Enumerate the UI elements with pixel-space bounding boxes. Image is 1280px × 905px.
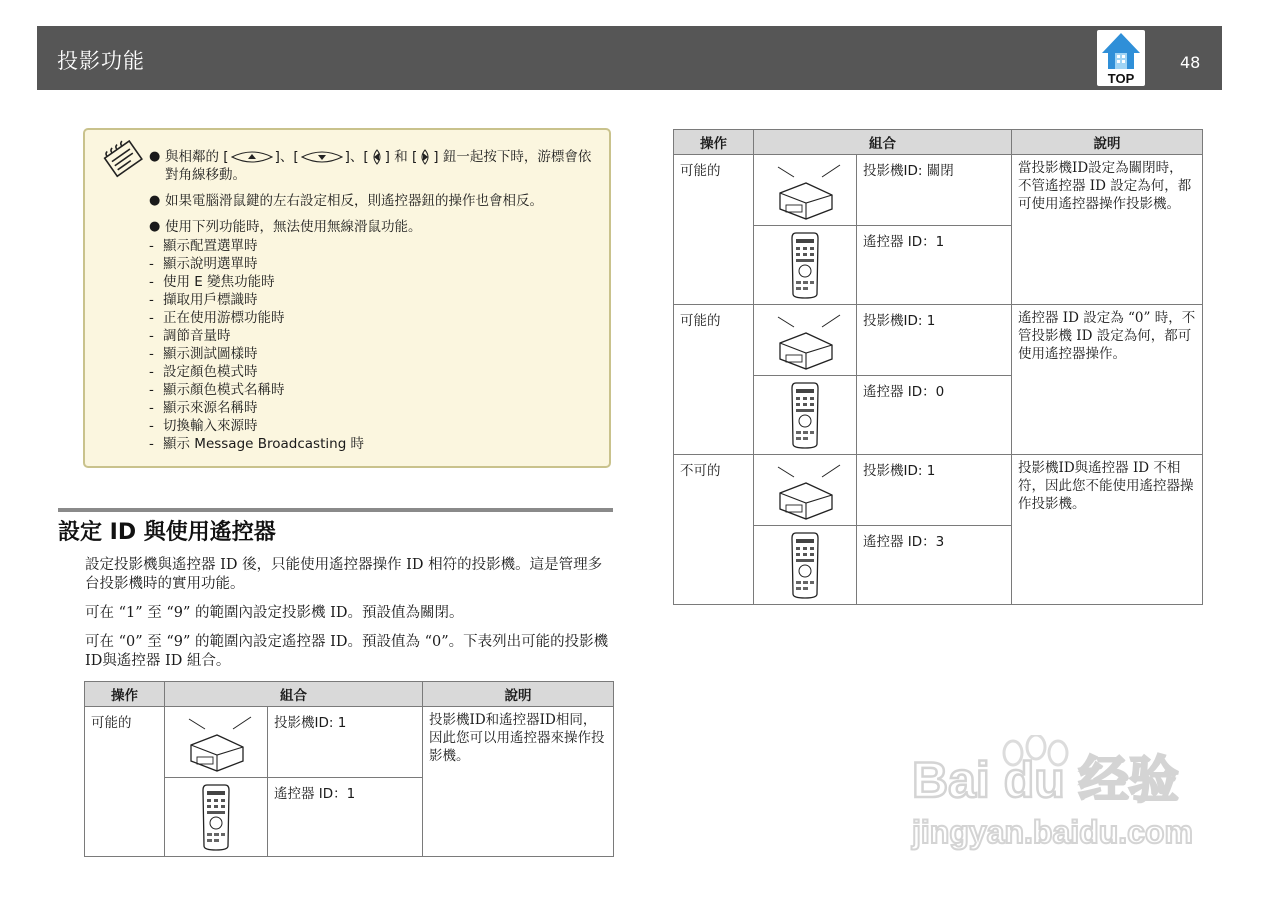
projector-id-cell: 投影機ID: 1 [857,455,1012,526]
remote-control-icon [785,380,825,450]
table-header-row [85,682,614,707]
remote-image [165,778,268,857]
sub-list-item: - 使用 E 變焦功能時 [149,274,275,290]
description-cell: 投影機ID與遙控器 ID 不相符，因此您不能使用遙控器操作投影機。 [1012,455,1203,605]
sub-list-item: - 顯示測試圖樣時 [149,346,258,362]
projector-image [754,305,857,376]
sub-list-item: - 擷取用戶標識時 [149,292,258,308]
note-text: ] 和 [ [384,149,418,165]
page-title: 投影功能 [57,49,145,73]
note-text: 與相鄰的 [ [165,149,229,165]
baidu-paw-logo-icon [908,735,1208,855]
top-button[interactable] [1096,29,1146,87]
projector-icon [171,711,261,773]
arrow-up-button-icon [230,150,274,164]
section-divider [58,508,613,512]
projector-icon [760,159,850,221]
remote-image [754,376,857,455]
projector-id-cell: 投影機ID: 1 [268,707,423,778]
note-text: 如果電腦滑鼠鍵的左右設定相反，則遙控器鈕的操作也會相反。 [165,193,543,209]
column-header-combination: 組合 [165,682,423,707]
remote-image [754,226,857,305]
sub-list [149,237,604,453]
remote-control-icon [785,530,825,600]
note-text: ]、[ [274,149,299,165]
status-cell: 可能的 [674,155,754,305]
note-text: 使用下列功能時，無法使用無線滑鼠功能。 [165,219,422,235]
description-cell: 投影機ID和遙控器ID相同，因此您可以用遙控器來操作投影機。 [423,707,614,857]
remote-id-cell: 遙控器 ID：1 [857,226,1012,305]
page-header [37,26,1222,90]
watermark-url: jingyan.baidu.com [912,814,1193,850]
note-box [83,128,611,468]
table-row [674,455,1203,526]
paragraph: 可在 “1” 至 “9” 的範圍內設定投影機 ID。預設值為關閉。 [85,605,464,621]
projector-image [165,707,268,778]
projector-id-cell: 投影機ID: 關閉 [857,155,1012,226]
paragraph: 可在 “0” 至 “9” 的範圍內設定遙控器 ID。預設值為 “0”。下表列出可能的投影機ID與遙控器 ID 組合。 [85,634,609,669]
column-header-description: 說明 [1012,130,1203,155]
table-row [85,707,614,778]
svg-text:TOP: TOP [1107,71,1135,86]
table-header-row [674,130,1203,155]
sub-list-item: - 顯示說明選單時 [149,256,258,272]
remote-id-cell: 遙控器 ID：1 [268,778,423,857]
note-bullet: ● 使用下列功能時，無法使用無線滑鼠功能。 [149,219,422,235]
column-header-combination: 組合 [754,130,1012,155]
watermark [908,735,1208,855]
remote-id-cell: 遙控器 ID：0 [857,376,1012,455]
projector-icon [760,309,850,371]
column-header-operation: 操作 [85,682,165,707]
status-cell: 不可的 [674,455,754,605]
remote-image [754,526,857,605]
sub-list-item: - 切換輸入來源時 [149,418,258,434]
projector-image [754,155,857,226]
remote-id-cell: 遙控器 ID：3 [857,526,1012,605]
status-cell: 可能的 [85,707,165,857]
note-text: ] 鈕一起按下時，游標會依對角線移動。 [165,149,592,183]
note-bullet: ● 與相鄰的 [ ]、[ ]、[ ] 和 [ ] 鈕一起按下時，游標會依對角線移動。 [149,149,592,183]
status-cell: 可能的 [674,305,754,455]
projector-id-cell: 投影機ID: 1 [857,305,1012,376]
projector-icon [760,459,850,521]
top-home-icon [1096,29,1146,87]
column-header-description: 說明 [423,682,614,707]
projector-image [754,455,857,526]
section-title: 設定 ID 與使用遙控器 [58,520,276,545]
sub-list-item: - 顯示配置選單時 [149,238,258,254]
id-combination-table [84,681,614,857]
sub-list-item: - 設定顏色模式時 [149,364,258,380]
arrow-left-button-icon [370,149,384,165]
page-number: 48 [1180,53,1201,72]
id-combination-table-continued [673,129,1203,605]
note-text: ]、[ [344,149,369,165]
remote-control-icon [785,230,825,300]
watermark-brand: Bai du 经验 [912,752,1179,808]
note-bullet: ● 如果電腦滑鼠鍵的左右設定相反，則遙控器鈕的操作也會相反。 [149,193,543,209]
table-row [674,155,1203,226]
sub-list-item: - 調節音量時 [149,328,231,344]
arrow-down-button-icon [300,150,344,164]
paragraph: 設定投影機與遙控器 ID 後，只能使用遙控器操作 ID 相符的投影機。這是管理多台投影機時的實用功能。 [85,557,603,592]
sub-list-item: - 顯示來源名稱時 [149,400,258,416]
column-header-operation: 操作 [674,130,754,155]
sub-list-item: - 顯示 Message Broadcasting 時 [149,436,365,452]
description-cell: 當投影機ID設定為關閉時，不管遙控器 ID 設定為何，都可使用遙控器操作投影機。 [1012,155,1203,305]
table-row [674,305,1203,376]
arrow-right-button-icon [418,149,432,165]
notepad-icon [99,140,147,180]
sub-list-item: - 顯示顏色模式名稱時 [149,382,285,398]
remote-control-icon [196,782,236,852]
description-cell: 遙控器 ID 設定為 “0” 時，不管投影機 ID 設定為何，都可使用遙控器操作。 [1012,305,1203,455]
note-list [149,148,604,453]
sub-list-item: - 正在使用游標功能時 [149,310,285,326]
